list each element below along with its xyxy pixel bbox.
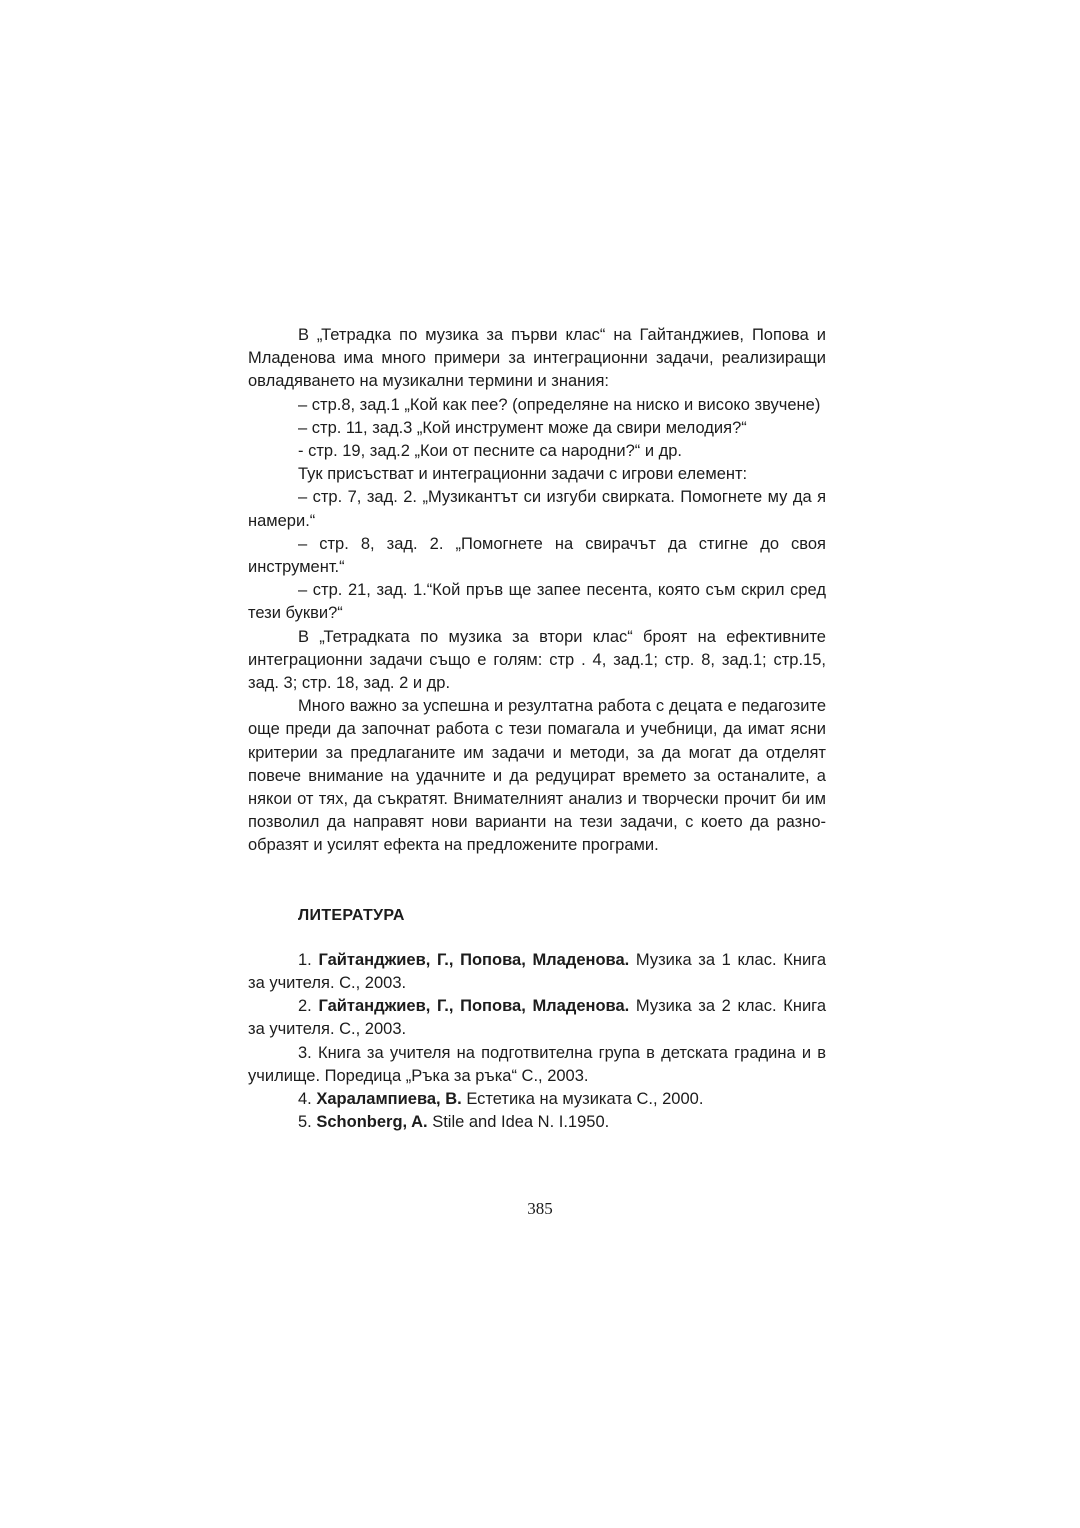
reference-item	[248, 949, 826, 995]
reference-author: Schonberg, A.	[316, 1113, 428, 1132]
reference-title: Естетика на музиката С., 2000.	[466, 1090, 704, 1109]
reference-item	[248, 1042, 826, 1088]
reference-number: 2.	[298, 997, 312, 1016]
example-item-1: – стр.8, зад.1 „Кой как пее? (определяне на ниско и високо звучене)	[298, 395, 821, 414]
paragraph-second-grade: В „Тетрадката по музика за втори клас“ броят на ефективните интеграционни задачи също е голям: стр . 4, зад.1; стр. 8, зад.1; стр.15, зад. 3; стр. 18, зад. 2 и др.	[248, 627, 826, 693]
reference-title: Музика за 1 клас. Книга за учителя. С., 2003.	[248, 950, 826, 993]
example-item-2: – стр. 11, зад.3 „Кой инструмент може да свири мелодия?“	[298, 418, 747, 437]
reference-item	[248, 1088, 826, 1111]
reference-author: Харалампиева, В.	[316, 1090, 462, 1109]
page-body	[248, 324, 826, 1135]
reference-item	[248, 1111, 826, 1134]
paragraph-intro: В „Тетрадка по музика за първи клас“ на Гайтанджиев, Попова и Младенова има много примери за интеграционни задачи, реализиращи овладяването на музикални термини и знания:	[248, 326, 826, 391]
reference-title: Музика за 2 клас. Книга за учителя. С., 2003.	[248, 997, 826, 1039]
paragraph-conclusion: Много важно за успешна и резултатна работа с децата е педагозите още преди да започнат работа с тези помагала и учебници, да имат ясни критерии за предлаганите им задачи и методи, за да могат да отделят повече внимание на удачните и да редуцират времето за останалите, а някои от тях, да съкратят. Внимателният анализ и творчески прочит би им позволил да направят нови варианти на тези задачи, с което да разно-образят и усилят ефекта на предложените програми.	[248, 697, 826, 855]
reference-number: 4.	[298, 1090, 312, 1109]
reference-number: 5.	[298, 1113, 312, 1132]
reference-number: 1.	[298, 950, 312, 969]
paragraph-game-elements: Тук присъстват и интеграционни задачи с игрови елемент:	[298, 465, 748, 484]
page-number: 385	[527, 1199, 553, 1218]
literature-heading: ЛИТЕРАТУРА	[298, 906, 405, 924]
game-example-1: – стр. 7, зад. 2. „Музикантът си изгуби свирката. Помогнете му да я намери.“	[248, 488, 826, 530]
example-item-3: - стр. 19, зад.2 „Кои от песните са народни?“ и др.	[298, 442, 683, 461]
game-example-2: – стр. 8, зад. 2. „Помогнете на свирачът да стигне до своя инструмент.“	[248, 534, 826, 577]
reference-number: 3.	[298, 1043, 312, 1062]
reference-title: Книга за учителя на подготвителна група в детската градина и в училище. Поредица „Ръка за ръка“ С., 2003.	[248, 1043, 826, 1085]
reference-title: Stile and Idea N. I.1950.	[432, 1113, 610, 1132]
reference-item	[248, 995, 826, 1041]
reference-author: Гайтанджиев, Г., Попова, Младенова.	[318, 997, 630, 1016]
game-example-3: – стр. 21, зад. 1.“Кой пръв ще запее песента, която съм скрил сред тези букви?“	[248, 581, 826, 623]
reference-author: Гайтанджиев, Г., Попова, Младенова.	[318, 950, 630, 969]
reference-list	[248, 949, 826, 1135]
